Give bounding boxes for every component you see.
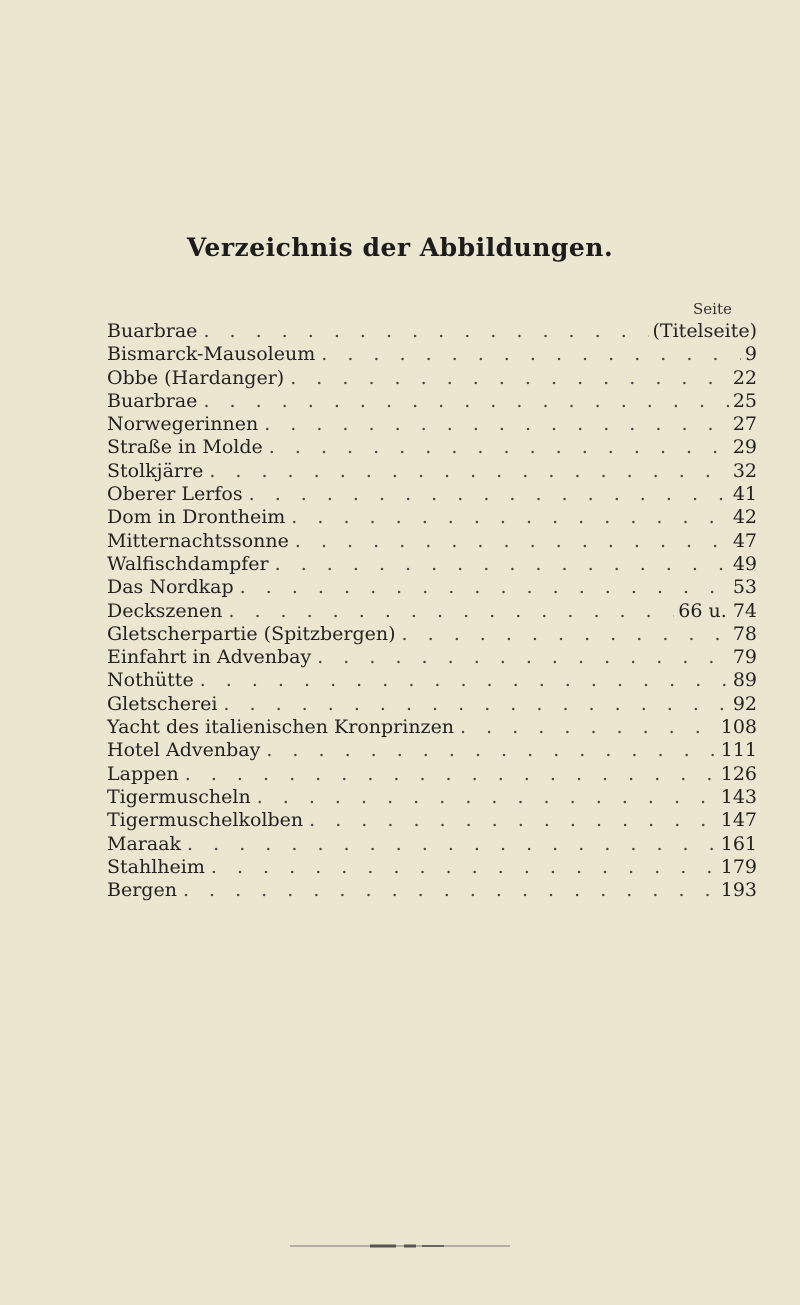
toc-entry: [107, 390, 757, 413]
entry-page-number: 111: [720, 739, 757, 762]
entry-title: Gletscherpartie (Spitzbergen): [107, 622, 396, 645]
entry-title: Buarbrae: [107, 389, 198, 412]
entry-title: Maraak: [107, 832, 182, 855]
toc-entry: [107, 879, 757, 902]
dot-leader: [257, 786, 717, 809]
dot-leader: [211, 856, 717, 879]
dot-leader: [223, 693, 728, 716]
entry-page-number: 53: [732, 576, 757, 599]
dot-leader: [185, 763, 717, 786]
entry-page-number: 92: [732, 692, 757, 715]
entry-title: Oberer Lerfos: [107, 483, 243, 506]
toc-entry: [107, 716, 757, 739]
dot-leader: [290, 367, 729, 390]
dot-leader: [240, 576, 729, 599]
dot-leader: [203, 390, 728, 413]
dot-leader: [460, 716, 717, 739]
toc-entry: [107, 530, 757, 553]
entry-page-number: 147: [720, 809, 757, 832]
entry-page-number: 161: [720, 832, 757, 855]
page-column-label: Seite: [693, 300, 732, 318]
entry-title: Bergen: [107, 879, 177, 902]
entry-page-number: 47: [732, 529, 757, 552]
toc-entry: [107, 483, 757, 506]
entry-title: Walfischdampfer: [107, 552, 269, 575]
toc-entry: [107, 460, 757, 483]
entry-title: Buarbrae: [107, 320, 198, 342]
entry-page-number: 78: [732, 622, 757, 645]
entry-page-number: 108: [720, 716, 757, 739]
dot-leader: [321, 343, 741, 366]
toc-entry: [107, 809, 757, 832]
entry-title: Gletscherei: [107, 692, 218, 715]
dot-leader: [183, 879, 717, 902]
dot-leader: [291, 506, 729, 529]
dot-leader: [209, 460, 729, 483]
toc-entry: [107, 856, 757, 879]
entry-page-number: 29: [732, 436, 757, 459]
entry-page-number: 25: [732, 389, 757, 412]
entry-page-number: 22: [732, 366, 757, 389]
toc-entry: [107, 436, 757, 459]
toc-entry: [107, 506, 757, 529]
dot-leader: [402, 623, 729, 646]
dot-leader: [295, 530, 729, 553]
entry-page-number: 79: [732, 646, 757, 669]
toc-entry: [107, 669, 757, 692]
toc-entry: [107, 367, 757, 390]
dot-leader: [309, 809, 717, 832]
entry-title: Dom in Drontheim: [107, 506, 286, 529]
dot-leader: [266, 739, 716, 762]
entry-page-number: 179: [720, 855, 757, 878]
entry-page-number: 32: [732, 459, 757, 482]
dot-leader: [264, 413, 729, 436]
entry-title: Norwegerinnen: [107, 413, 259, 436]
entry-page-number: 126: [720, 762, 757, 785]
toc-entry: [107, 320, 757, 343]
entry-title: Deckszenen: [107, 599, 223, 622]
entry-title: Yacht des italienischen Kronprinzen: [107, 716, 455, 739]
toc-entry: [107, 576, 757, 599]
toc-entry: [107, 763, 757, 786]
entry-title: Obbe (Hardanger): [107, 366, 285, 389]
dot-leader: [187, 833, 717, 856]
entry-title: Das Nordkap: [107, 576, 234, 599]
toc-entry: [107, 600, 757, 623]
dot-leader: [203, 320, 648, 343]
entry-title: Straße in Molde: [107, 436, 263, 459]
page-heading: Verzeichnis der Abbildungen.: [186, 233, 614, 262]
entry-title: Mitternachtssonne: [107, 529, 289, 552]
entry-page-number: 193: [720, 879, 757, 902]
dot-leader: [228, 600, 674, 623]
toc-entry: [107, 623, 757, 646]
dot-leader: [269, 436, 729, 459]
toc-entry: [107, 553, 757, 576]
toc-entry: [107, 739, 757, 762]
entry-title: Hotel Advenbay: [107, 739, 261, 762]
entry-title: Lappen: [107, 762, 179, 785]
entry-page-number: 66 u. 74: [678, 599, 757, 622]
entry-title: Stahlheim: [107, 855, 205, 878]
entry-title: Nothütte: [107, 669, 194, 692]
entry-page-number: 143: [720, 785, 757, 808]
entry-title: Bismarck-Mausoleum: [107, 343, 316, 366]
entry-title: Stolkjärre: [107, 459, 204, 482]
illustration-list: [107, 320, 757, 902]
toc-entry: [107, 343, 757, 366]
entry-title: Tigermuschelkolben: [107, 809, 304, 832]
entry-page-number: (Titelseite): [652, 320, 757, 342]
decorative-rule: [290, 1244, 510, 1248]
entry-title: Einfahrt in Advenbay: [107, 646, 312, 669]
dot-leader: [200, 669, 729, 692]
toc-entry: [107, 413, 757, 436]
entry-page-number: 9: [744, 343, 757, 366]
dot-leader: [275, 553, 729, 576]
dot-leader: [317, 646, 729, 669]
dot-leader: [249, 483, 729, 506]
toc-entry: [107, 693, 757, 716]
entry-page-number: 89: [732, 669, 757, 692]
entry-page-number: 41: [732, 483, 757, 506]
entry-page-number: 42: [732, 506, 757, 529]
entry-title: Tigermuscheln: [107, 785, 251, 808]
entry-page-number: 49: [732, 552, 757, 575]
toc-entry: [107, 833, 757, 856]
toc-entry: [107, 786, 757, 809]
toc-entry: [107, 646, 757, 669]
entry-page-number: 27: [732, 413, 757, 436]
